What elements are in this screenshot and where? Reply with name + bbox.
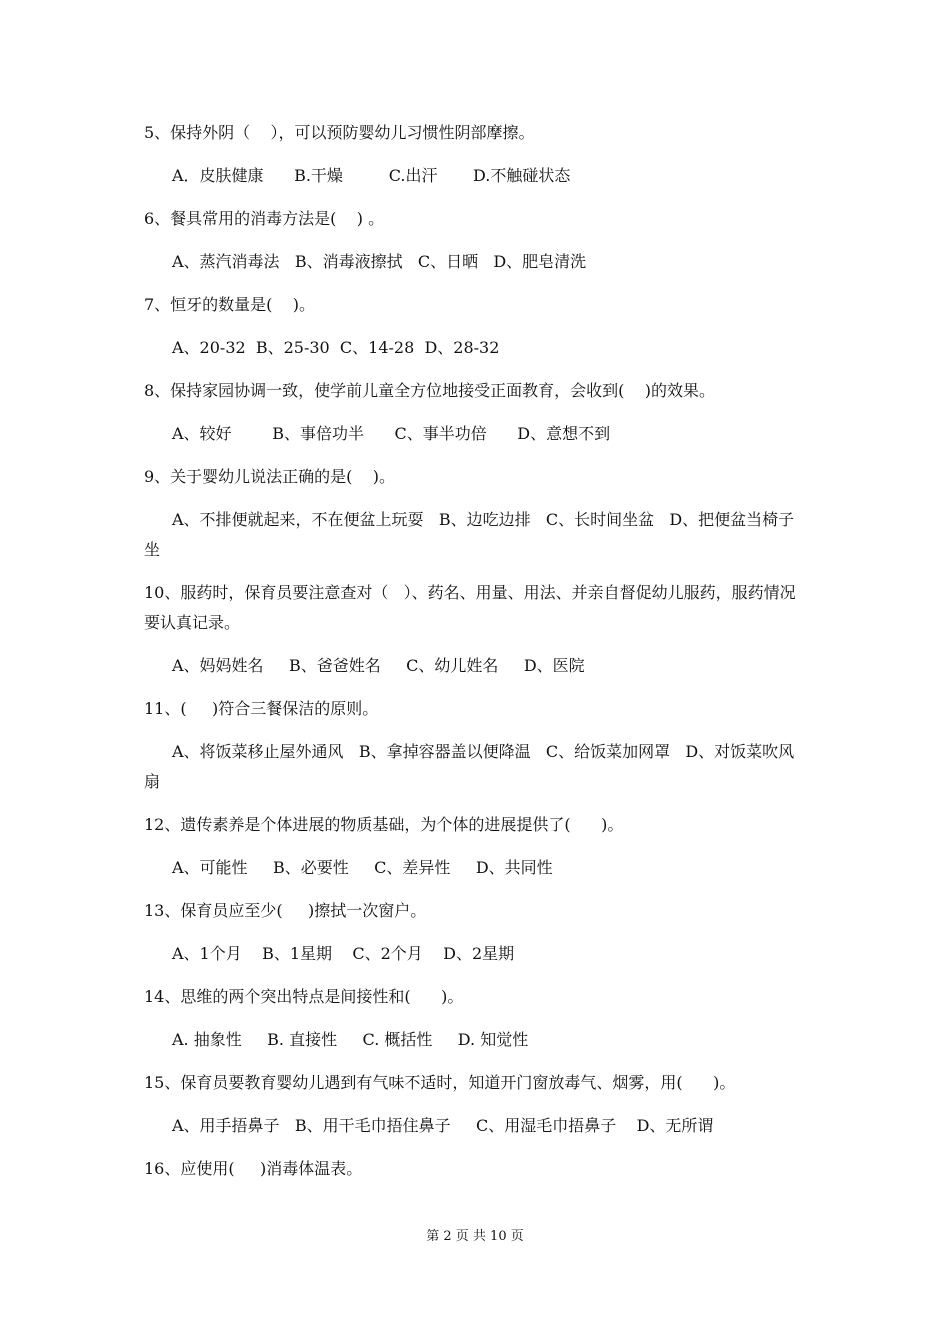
question-stem: 12、遗传素养是个体进展的物质基础，为个体的进展提供了( )。: [144, 815, 624, 834]
question-options: A、较好 B、事倍功半 C、事半功倍 D、意想不到: [172, 424, 611, 443]
question-stem: 11、( )符合三餐保洁的原则。: [144, 699, 379, 718]
question-options: A．皮肤健康 B.干燥 C.出汗 D.不触碰状态: [172, 166, 571, 185]
question: [0, 204, 950, 277]
question: [0, 376, 950, 449]
question-stem: 14、思维的两个突出特点是间接性和( )。: [144, 987, 464, 1006]
question-stem: 9、关于婴幼儿说法正确的是( )。: [144, 467, 396, 486]
question-stem: 16、应使用( )消毒体温表。: [144, 1159, 363, 1178]
question: [0, 1154, 950, 1184]
question-stem: 13、保育员应至少( )擦拭一次窗户。: [144, 901, 427, 920]
question-stem: 8、保持家园协调一致，使学前儿童全方位地接受正面教育，会收到( )的效果。: [144, 381, 716, 400]
question-stem: 15、保育员要教育婴幼儿遇到有气味不适时，知道开门窗放毒气、烟雾，用( )。: [144, 1073, 736, 1092]
question: [0, 810, 950, 883]
question-stem: 7、恒牙的数量是( )。: [144, 295, 316, 314]
question-options: A、可能性 B、必要性 C、差异性 D、共同性: [172, 858, 553, 877]
question: [0, 290, 950, 363]
question-stem: 5、保持外阴（ ），可以预防婴幼儿习惯性阴部摩擦。: [144, 123, 535, 142]
question: [0, 578, 950, 681]
question-options: A、20-32 B、25-30 C、14-28 D、28-32: [172, 338, 500, 357]
question: [0, 694, 950, 797]
question: [0, 462, 950, 565]
question: [0, 1068, 950, 1141]
question-options: A、妈妈姓名 B、爸爸姓名 C、幼儿姓名 D、医院: [172, 656, 585, 675]
question-options: A、不排便就起来，不在便盆上玩耍 B、边吃边排 C、长时间坐盆 D、把便盆当椅子坐: [144, 510, 795, 559]
question-options: A、将饭菜移止屋外通风 B、拿掉容器盖以便降温 C、给饭菜加网罩 D、对饭菜吹风扇: [144, 742, 795, 791]
question-stem: 6、餐具常用的消毒方法是( ) 。: [144, 209, 385, 228]
page-footer: 第 2 页 共 10 页: [426, 1229, 524, 1244]
question-options: A、用手捂鼻子 B、用干毛巾捂住鼻子 C、用湿毛巾捂鼻子 D、无所谓: [172, 1116, 714, 1135]
question: [0, 896, 950, 969]
question-options: A、蒸汽消毒法 B、消毒液擦拭 C、日晒 D、肥皂清洗: [172, 252, 587, 271]
question: [0, 118, 950, 191]
question-options: A、1个月 B、1星期 C、2个月 D、2星期: [172, 944, 515, 963]
question-stem: 10、服药时，保育员要注意查对（ ）、药名、用量、用法、并亲自督促幼儿服药，服药情况要认真记录。: [144, 583, 796, 632]
question: [0, 982, 950, 1055]
question-options: A. 抽象性 B. 直接性 C. 概括性 D. 知觉性: [172, 1030, 529, 1049]
question-list: [0, 118, 950, 1197]
